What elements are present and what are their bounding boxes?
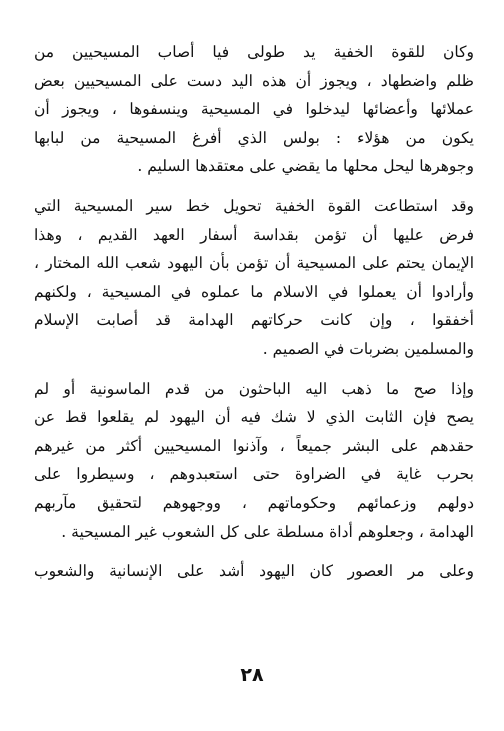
paragraph-gap: [34, 181, 474, 192]
body-text: [34, 38, 474, 586]
text-line: عملائها وأعضائها ليدخلوا في المسيحية وينسفوها ، ويجوز أن: [34, 100, 474, 119]
text-line: وإذا صح ما ذهب اليه الباحثون من قدم الماسونية أو لم: [34, 379, 474, 398]
text-line: وعلى مر العصور كان اليهود أشد على الإنسانية والشعوب: [34, 562, 474, 581]
text-line: يصح فإن الثابت الذي لا شك فيه أن اليهود لم يقلعوا قط عن: [34, 408, 474, 427]
paragraph-gap: [34, 546, 474, 557]
text-line: وقد استطاعت القوة الخفية تحويل خط سير المسيحية التي: [34, 196, 474, 215]
text-line: وكان للقوة الخفية يد طولى فيا أصاب المسيحيين من: [34, 43, 474, 61]
paragraph-1: [34, 38, 474, 181]
text-line: يكون من هؤلاء : بولس الذي أفرغ المسيحية من لبابها: [34, 128, 474, 147]
text-line: والمسلمين بضربات في الصميم .: [262, 339, 474, 358]
text-line: أخفقوا ، وإن كانت حركاتهم الهدامة قد أصابت الإسلام: [34, 311, 474, 330]
text-line: ظلم واضطهاد ، ويجوز أن هذه اليد دست على المسيحيين بعض: [34, 71, 474, 90]
paragraph-gap: [34, 364, 474, 375]
page-number: ٢٨: [240, 664, 264, 686]
paragraph-4: [34, 557, 474, 586]
text-line: الهدامة ، وجعلوهم أداة مسلطة على كل الشعوب غير المسيحية .: [61, 522, 474, 541]
text-line: فرض عليها أن تؤمن بقداسة أسفار العهد القديم ، وهذا: [34, 225, 474, 244]
text-line: بحرب غاية في الضراوة حتى استعبدوهم ، وسيطروا على: [34, 465, 474, 484]
text-line: حقدهم على البشر جميعاً ، وآذنوا المسيحيين أكثر من غيرهم: [34, 436, 474, 455]
text-line: وأرادوا أن يعملوا في الاسلام ما عملوه في المسيحية ، ولكنهم: [34, 282, 474, 301]
paragraph-3: [34, 375, 474, 547]
paragraph-2: [34, 192, 474, 364]
text-line: دولهم وزعمائهم وحكوماتهم ، ووجهوهم لتحقيق مآربهم: [34, 493, 474, 512]
text-line: وجوهرها ليحل محلها ما يقضي على معتقدها السليم .: [137, 157, 474, 176]
text-line: الإيمان يحتم على المسيحية أن تؤمن بأن اليهود شعب الله المختار ،: [34, 254, 474, 273]
